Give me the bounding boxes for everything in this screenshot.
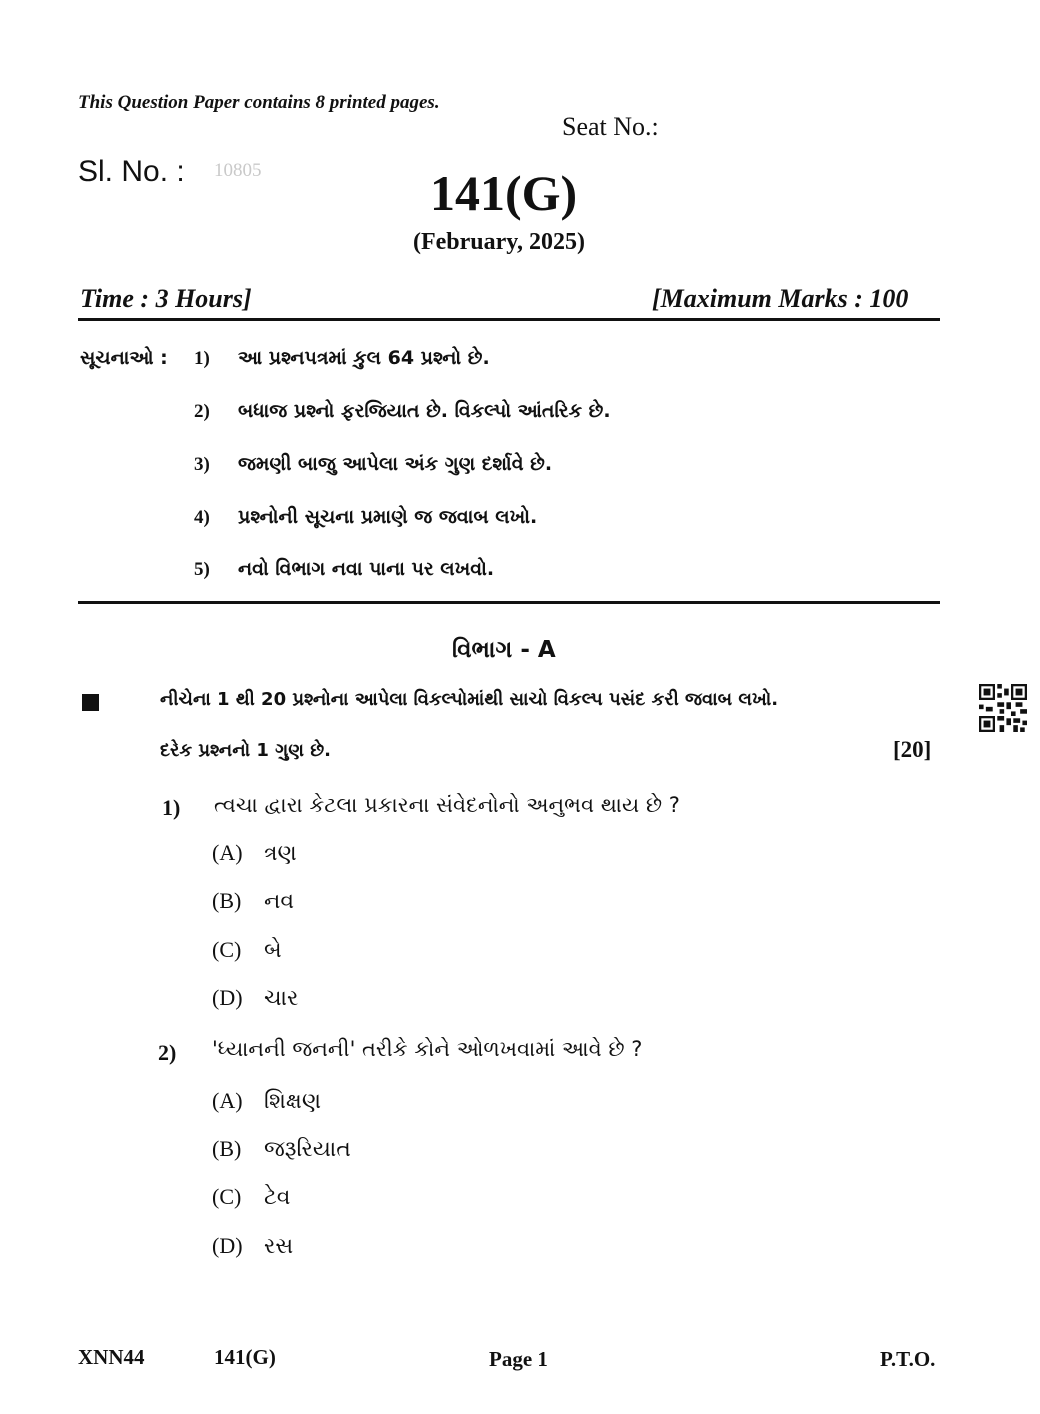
option-row	[212, 985, 298, 1011]
square-bullet-icon	[82, 694, 99, 711]
instruction-number: 4)	[194, 507, 210, 528]
instruction-text: જમણી બાજુ આપેલા અંક ગુણ દર્શાવે છે.	[238, 453, 553, 475]
question-number: 1)	[162, 795, 181, 820]
option-row	[212, 1184, 291, 1210]
option-label: (C)	[212, 937, 242, 962]
option-text: ટેવ	[264, 1185, 291, 1210]
footer-code: XNN44	[78, 1345, 145, 1369]
seat-no-label: Seat No.:	[562, 112, 659, 141]
instruction-number: 2)	[194, 401, 210, 422]
section-marks: [20]	[893, 737, 932, 762]
option-label: (A)	[212, 840, 243, 865]
option-text: નવ	[264, 889, 295, 914]
exam-date: (February, 2025)	[413, 229, 585, 255]
instruction-text: પ્રશ્નોની સૂચના પ્રમાણે જ જવાબ લખો.	[238, 506, 538, 528]
question-text: ત્વચા દ્વારા કેટલા પ્રકારના સંવેદનોનો અનુભવ થાય છે ?	[214, 793, 680, 817]
section-directive-marks-note: દરેક પ્રશ્નનો 1 ગુણ છે.	[160, 740, 332, 761]
option-label: (D)	[212, 985, 243, 1010]
option-label: (A)	[212, 1088, 243, 1113]
instruction-number: 1)	[194, 348, 210, 369]
max-marks-label: [Maximum Marks : 100	[652, 284, 909, 313]
option-text: જરૂરિયાત	[264, 1137, 351, 1162]
option-label: (C)	[212, 1184, 242, 1209]
instructions-divider	[78, 601, 940, 604]
option-row	[212, 1233, 293, 1259]
section-directive: નીચેના 1 થી 20 પ્રશ્નોના આપેલા વિકલ્પોમાંથી સાચો વિકલ્પ પસંદ કરી જવાબ લખો.	[160, 689, 779, 710]
option-label: (B)	[212, 888, 242, 913]
option-label: (D)	[212, 1233, 243, 1258]
option-text: ત્રણ	[264, 841, 297, 866]
sl-no-value: 10805	[214, 160, 262, 181]
instruction-number: 3)	[194, 454, 210, 475]
instruction-text: આ પ્રશ્નપત્રમાં કુલ 64 પ્રશ્નો છે.	[238, 347, 490, 369]
header-divider	[78, 318, 940, 321]
paper-code-title: 141(G)	[430, 165, 578, 221]
instruction-item	[194, 558, 494, 581]
time-label: Time : 3 Hours]	[80, 284, 252, 313]
question-number: 2)	[158, 1040, 177, 1065]
pto-label: P.T.O.	[880, 1347, 936, 1371]
option-text: શિક્ષણ	[264, 1089, 322, 1114]
option-text: ચાર	[264, 986, 299, 1011]
option-text: રસ	[264, 1234, 294, 1259]
instruction-text: નવો વિભાગ નવા પાના પર લખવો.	[238, 558, 495, 580]
section-title: વિભાગ - A	[452, 637, 556, 663]
option-row	[212, 1088, 321, 1114]
printed-pages-note: This Question Paper contains 8 printed pages.	[78, 92, 440, 113]
instruction-item	[194, 347, 490, 370]
option-row	[212, 888, 294, 914]
option-row	[212, 937, 282, 963]
qr-code-icon	[979, 684, 1027, 732]
instruction-item	[194, 453, 552, 476]
option-text: બે	[264, 938, 282, 963]
option-row	[212, 840, 297, 866]
option-row	[212, 1136, 351, 1162]
sl-no-label: Sl. No. :	[78, 155, 185, 188]
instructions-heading: સૂચનાઓ :	[80, 347, 168, 369]
instruction-item	[194, 506, 537, 529]
option-label: (B)	[212, 1136, 242, 1161]
page-number: Page 1	[489, 1347, 548, 1371]
question-text: 'ધ્યાનની જનની' તરીકે કોને ઓળખવામાં આવે છે ?	[212, 1037, 643, 1061]
instruction-text: બધાજ પ્રશ્નો ફરજિયાત છે. વિકલ્પો આંતરિક છે.	[238, 400, 611, 422]
footer-paper-code: 141(G)	[214, 1345, 276, 1369]
instruction-item	[194, 400, 611, 423]
instruction-number: 5)	[194, 559, 210, 580]
